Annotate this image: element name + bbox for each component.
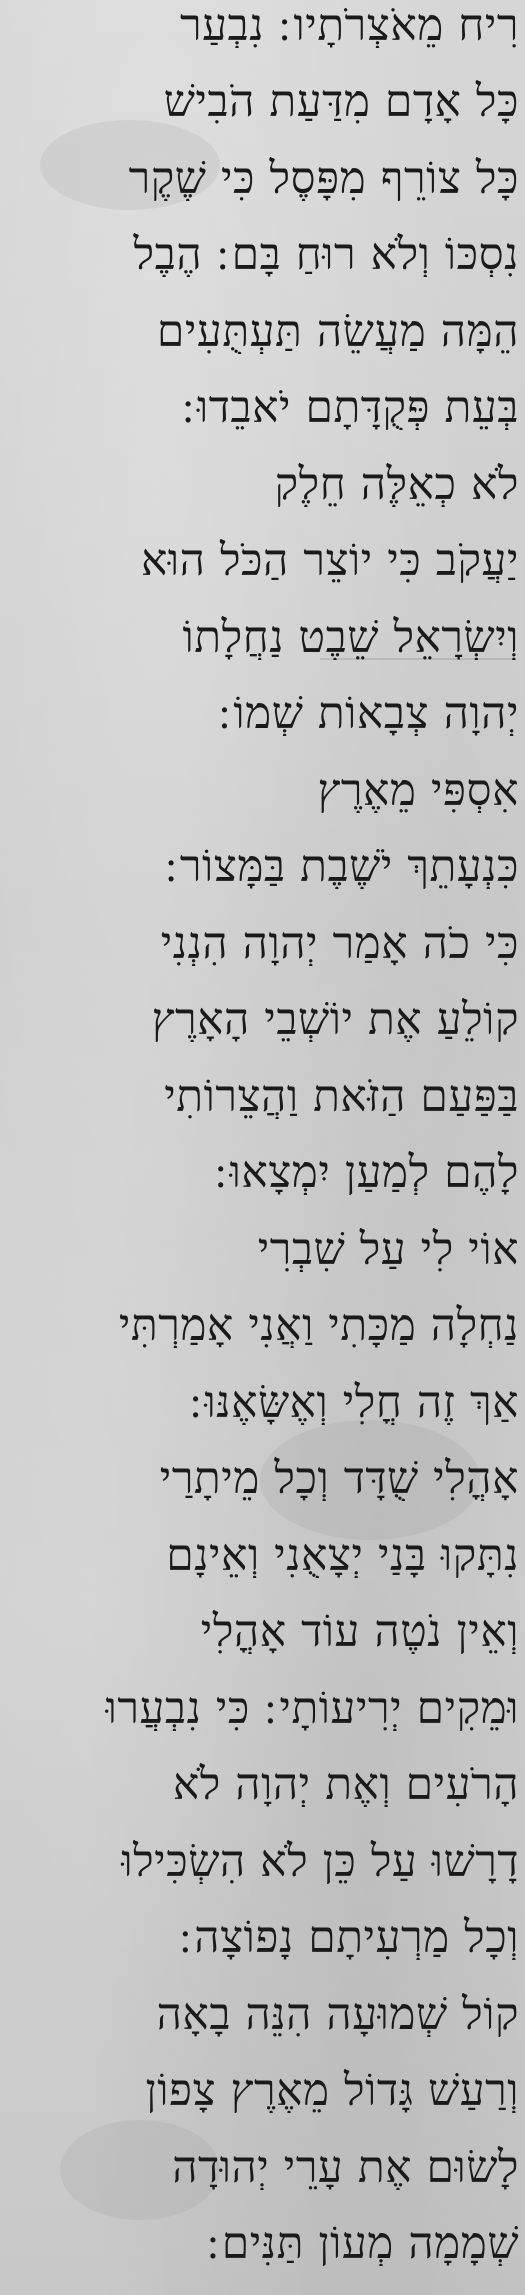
text-line: וְרַעַשׁ גָּדוֹל מֵאֶרֶץ צָפוֹן bbox=[145, 2069, 519, 2113]
text-line: וְאֵין נֹטֶה עוֹד אָהֳלִי bbox=[200, 1610, 519, 1654]
text-line: וְכָל מַרְעִיתָם נָפוֹצָה ׃ bbox=[179, 1916, 519, 1960]
text-line: אִסְפִּי מֵאֶרֶץ bbox=[317, 769, 519, 813]
text-line: הֵמָּה מַעֲשֵׂה תַּעְתֻּעִים bbox=[156, 310, 519, 354]
text-line: בְּעֵת פְּקֻדָּתָם יֹאבֵדוּ ׃ bbox=[181, 386, 519, 430]
text-line: יַעֲקֹב כִּי יוֹצֵר הַכֹּל הוּא bbox=[140, 539, 519, 583]
text-line: וְיִשְׂרָאֵל שֵׁבֶט נַחֲלָתוֹ bbox=[182, 616, 519, 660]
text-line: כִּי כֹה אָמַר יְהוָה הִנְנִי bbox=[160, 922, 519, 966]
text-line: כָּל אָדָם מִדַּעַת הֹבִישׁ bbox=[163, 80, 519, 124]
text-line: אוֹי לִי עַל שִׁבְרִי bbox=[257, 1228, 519, 1272]
text-line: לָהֶם לְמַעַן יִמְצָאוּ ׃ bbox=[214, 1151, 519, 1195]
text-line: לָשׂוּם אֶת עָרֵי יְהוּדָה bbox=[172, 2146, 519, 2190]
text-line: אָהֳלִי שֻׁדָּד וְכָל מֵיתָרַי bbox=[159, 1457, 519, 1501]
text-line: רִיח מֵאֹצְרֹתָיו ׃ נִבְעַר bbox=[180, 4, 519, 48]
text-line: נִסְכּוֹ וְלֹא רוּחַ בָּם ׃ הֶבֶל bbox=[133, 233, 519, 277]
text-line: קוֹלֵעַ אֶת יוֹשְׁבֵי הָאָרֶץ bbox=[151, 998, 519, 1042]
text-line: לֹא כְאֵלֶּה חֵלֶק bbox=[274, 463, 519, 507]
text-line: נִתָּקוּ בָּנַי יְצָאֻנִי וְאֵינָם bbox=[166, 1534, 519, 1578]
text-line: שְׁמָמָה מְעוֹן תַּנִּים ׃ bbox=[206, 2222, 519, 2266]
text-line: קוֹל שְׁמוּעָה הִנֵּה בָאָה bbox=[156, 1993, 519, 2037]
text-line: הָרֹעִים וְאֶת יְהוָה לֹא bbox=[172, 1763, 519, 1807]
text-line: וּמֵקִים יְרִיעוֹתָי ׃ כִּי נִבְעֲרוּ bbox=[105, 1687, 519, 1731]
text-line: יְהוָה צְבָאוֹת שְׁמוֹ ׃ bbox=[218, 692, 519, 736]
text-line: כִּנְעָתֵךְ יֹשֶׁבֶת בַּמָּצוֹר ׃ bbox=[164, 845, 519, 889]
text-line: נַחְלָה מַכָּתִי וַאֲנִי אָמַרְתִּי bbox=[118, 1304, 519, 1348]
text-line: אַךְ זֶה חֳלִי וְאֶשָּׂאֶנּוּ ׃ bbox=[189, 1381, 519, 1425]
text-line: בַּפַּעַם הַזֹּאת וַהֲצֵרוֹתִי bbox=[164, 1075, 519, 1119]
text-line: דָרָשׁוּ עַל כֵּן לֹא הִשְׂכִּילוּ bbox=[121, 1840, 519, 1884]
text-line: כָּל צוֹרֵף מִפָּסֶל כִּי שֶׁקֶר bbox=[128, 157, 519, 201]
